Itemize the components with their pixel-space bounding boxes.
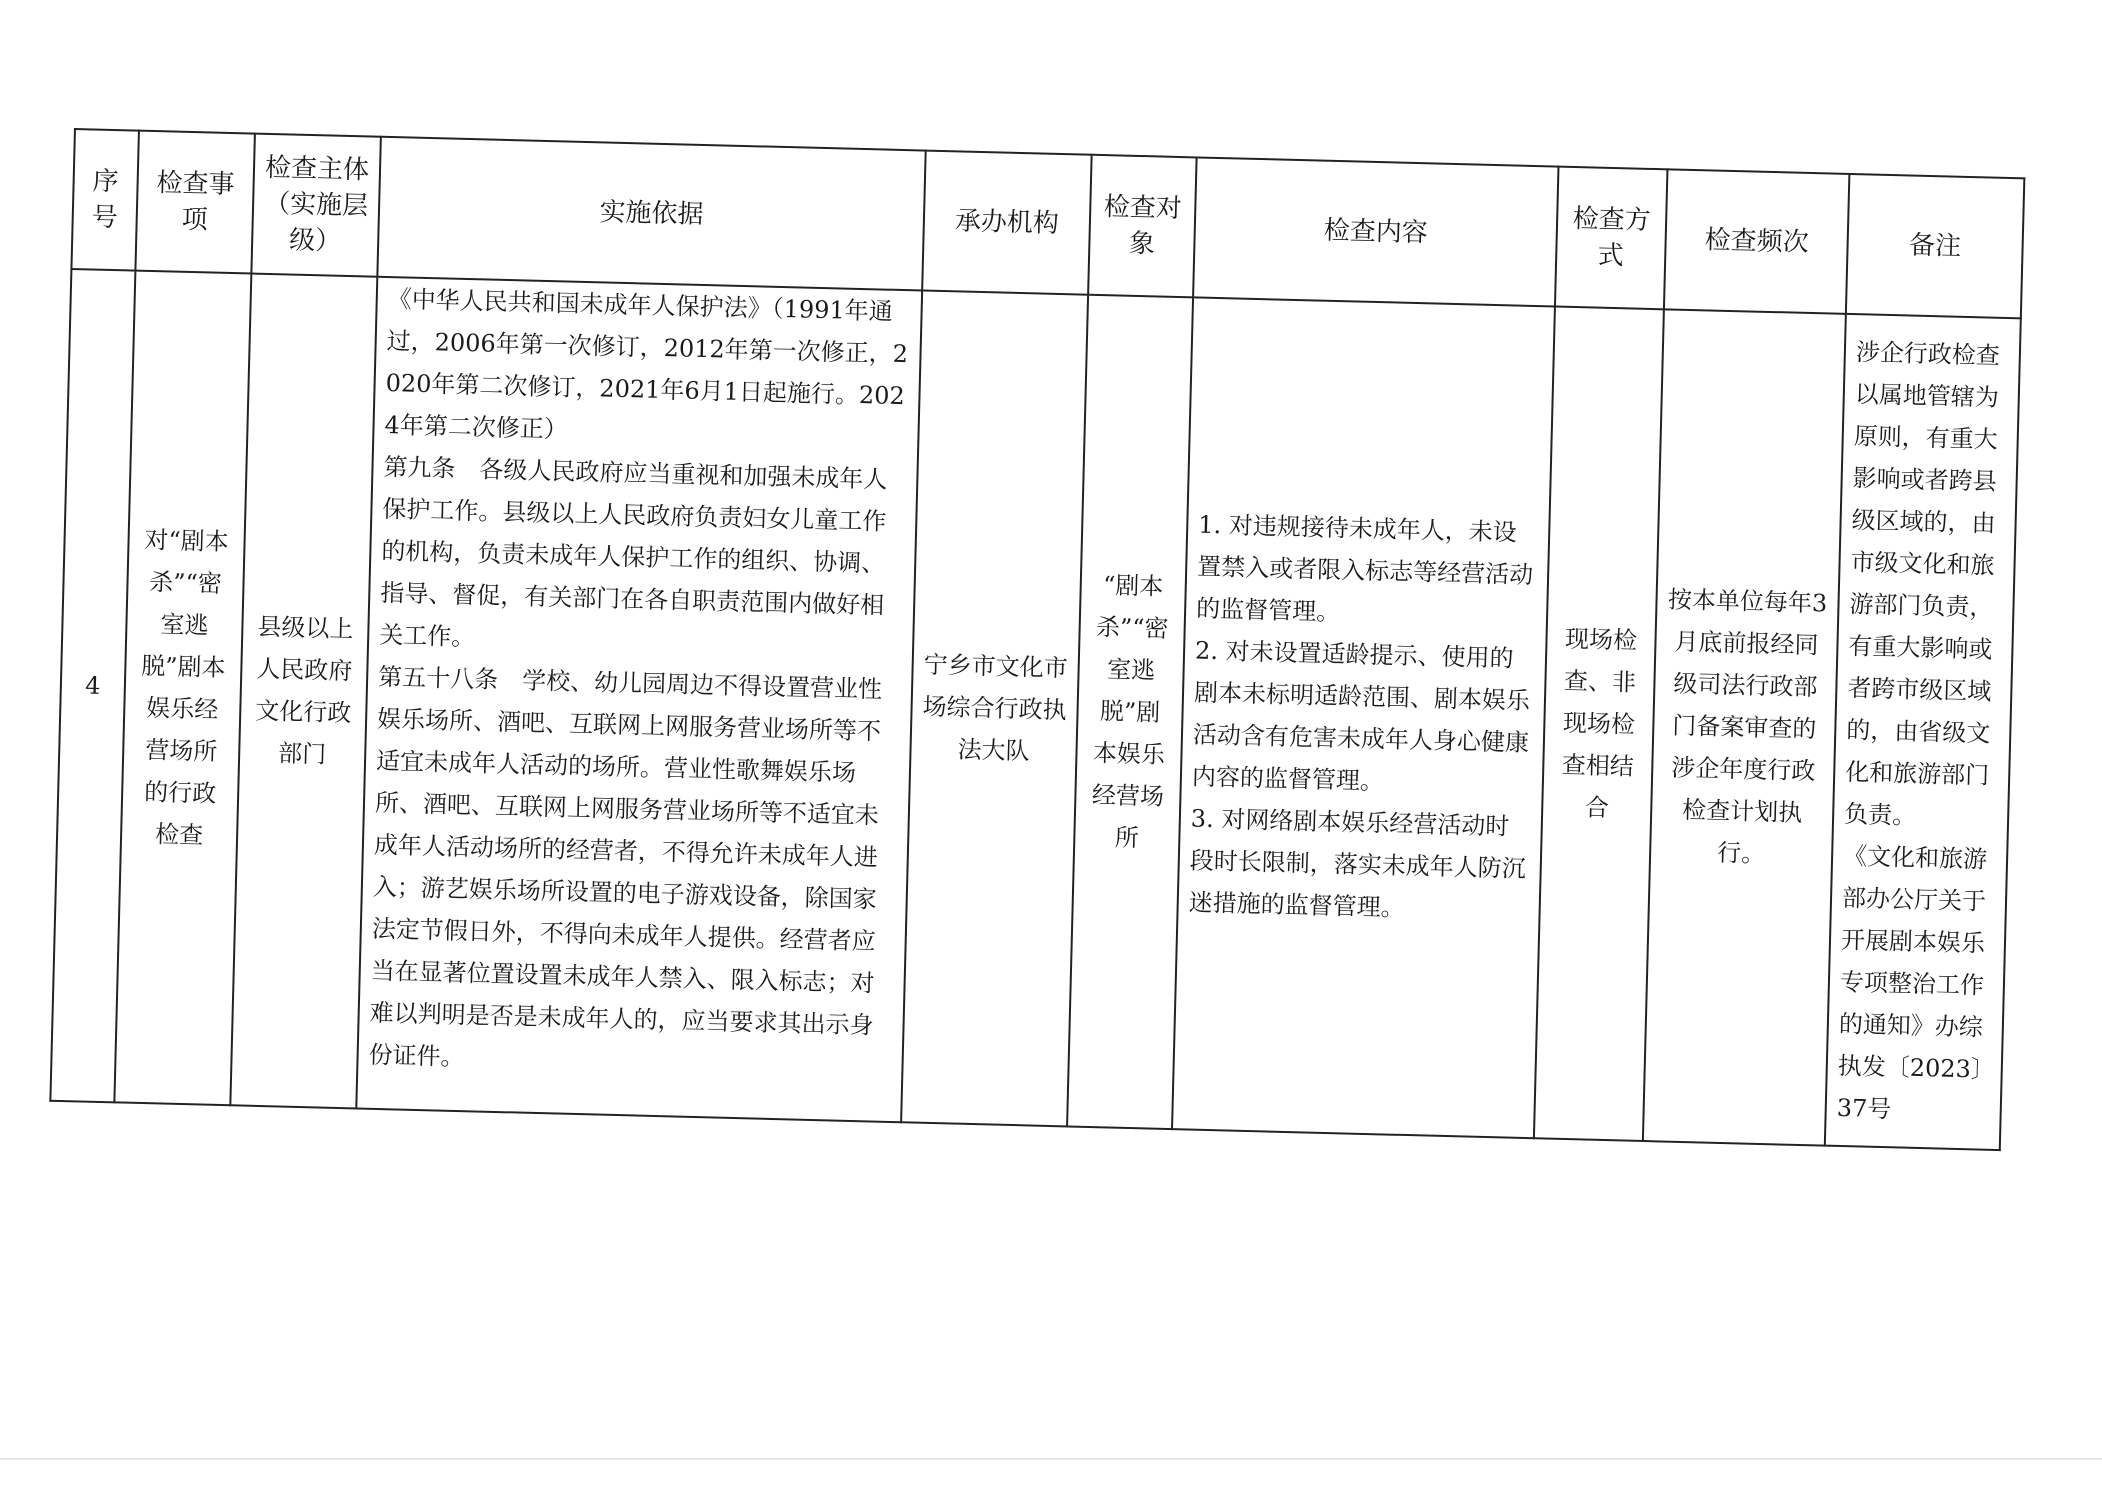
cell-subject: 县级以上人民政府文化行政部门 bbox=[230, 274, 377, 1109]
table-row bbox=[50, 269, 2020, 1150]
header-frequency: 检查频次 bbox=[1664, 169, 1849, 314]
cell-remark bbox=[1825, 314, 2021, 1150]
header-no: 序号 bbox=[71, 129, 139, 271]
header-content: 检查内容 bbox=[1193, 157, 1558, 306]
remark-principle: 涉企行政检查以属地管辖为原则，有重大影响或者跨县级区域的，由市级文化和旅游部门负责，有重大影响或者跨市级区域的，由省级文化和旅游部门负责。 bbox=[1843, 338, 2001, 830]
cell-item: 对“剧本杀”“密室逃脱”剧本娱乐经营场所的行政检查 bbox=[114, 271, 251, 1106]
remark-notice-reference: 《文化和旅游部办公厅关于开展剧本娱乐专项整治工作的通知》办综执发〔2023〕37号 bbox=[1836, 842, 1988, 1124]
header-remark: 备注 bbox=[1846, 174, 2024, 318]
content-item-2: 2. 对未设置适龄提示、使用的剧本未标明适龄范围、剧本娱乐活动含有危害未成年人身心健康内容的监督管理。 bbox=[1191, 636, 1531, 796]
header-subject: 检查主体（实施层级） bbox=[251, 134, 381, 277]
header-item: 检查事项 bbox=[135, 131, 255, 274]
content-item-3: 3. 对网络剧本娱乐经营活动时段时长限制，落实未成年人防沉迷措施的监督管理。 bbox=[1188, 804, 1527, 922]
basis-article-9: 第九条 各级人民政府应当重视和加强未成年人保护工作。县级以上人民政府负责妇女儿童工作的机构，负责未成年人保护工作的组织、协调、指导、督促，有关部门在各自职责范围内做好相关工作。 bbox=[378, 452, 888, 652]
content-item-1: 1. 对违规接待未成年人，未设置禁入或者限入标志等经营活动的监督管理。 bbox=[1195, 510, 1534, 627]
cell-object: “剧本杀”“密室逃脱”剧本娱乐经营场所 bbox=[1067, 295, 1193, 1129]
cell-frequency: 按本单位每年3月底前报经同级司法行政部门备案审查的涉企年度行政检查计划执行。 bbox=[1643, 309, 1846, 1145]
header-object: 检查对象 bbox=[1088, 155, 1197, 298]
header-basis: 实施依据 bbox=[377, 137, 925, 291]
cell-agency: 宁乡市文化市场综合行政执法大队 bbox=[901, 291, 1088, 1127]
inspection-table bbox=[49, 128, 2025, 1151]
cell-content bbox=[1172, 297, 1555, 1138]
cell-no: 4 bbox=[50, 269, 135, 1102]
inspection-table-sheet bbox=[49, 128, 2023, 1151]
header-method: 检查方式 bbox=[1555, 167, 1668, 310]
basis-law-title: 《中华人民共和国未成年人保护法》（1991年通过，2006年第一次修订，2012年第一次修正，2020年第二次修订，2021年6月1日起施行。2024年第二次修正） bbox=[384, 284, 909, 444]
cell-method: 现场检查、非现场检查相结合 bbox=[1534, 307, 1664, 1141]
header-agency: 承办机构 bbox=[922, 151, 1091, 295]
basis-article-58: 第五十八条 学校、幼儿园周边不得设置营业性娱乐场所、酒吧、互联网上网服务营业场所等不适宜未成年人活动的场所。营业性歌舞娱乐场所、酒吧、互联网上网服务营业场所等不适宜未成年人活动场所的经营者，不得允许未成年人进入；游艺娱乐场所设置的电子游戏设备，除国家法定节假日外，不得向未成年人提供。经营者应当在显著位置设置未成年人禁入、限入标志；对难以判明是否是未成年人的，应当要求其出示身份证件。 bbox=[368, 662, 883, 1072]
scan-bottom-edge bbox=[0, 1458, 2102, 1460]
cell-basis bbox=[356, 277, 922, 1123]
